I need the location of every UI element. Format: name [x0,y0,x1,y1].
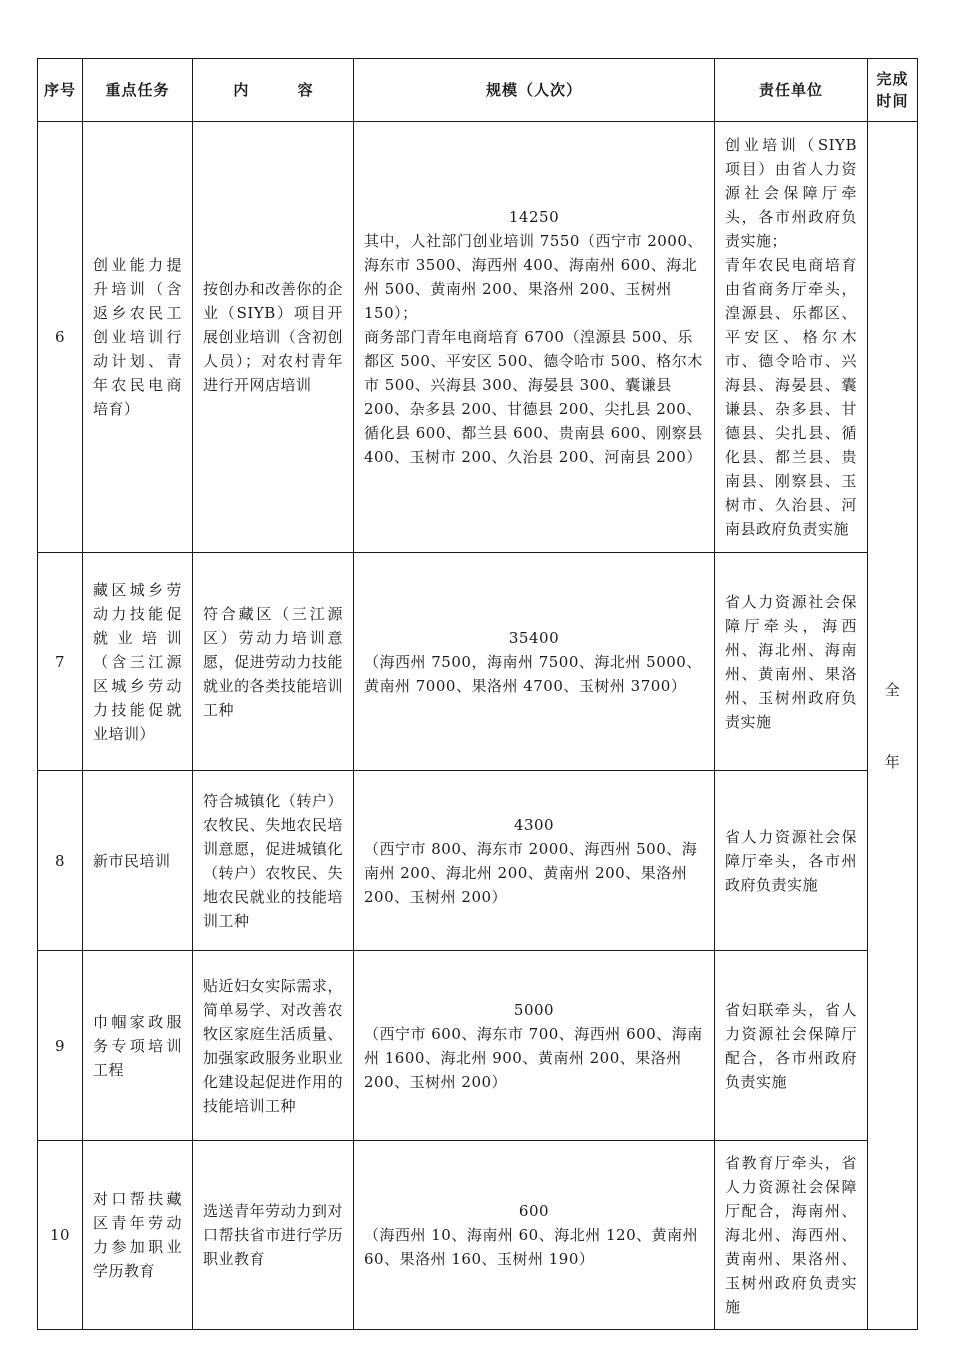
row-content: 按创办和改善你的企业（SIYB）项目开展创业培训（含初创人员）；对农村青年进行开网店培训 [193,122,354,553]
row-task: 创业能力提升培训（含返乡农民工创业培训行动计划、青年农民电商培育） [83,122,193,553]
row-scale [354,951,715,1141]
row-unit [715,122,868,553]
table-row [38,951,918,1141]
row-scale [354,771,715,951]
scale-total: 5000 [513,1000,555,1019]
table-row [38,122,918,553]
row-scale [354,553,715,771]
row-task: 新市民培训 [83,771,193,951]
row-content: 选送青年劳动力到对口帮扶省市进行学历职业教育 [193,1141,354,1330]
scale-total: 14250 [508,208,560,226]
row-content: 符合城镇化（转户）农牧民、失地农民培训意愿，促进城镇化（转户）农牧民、失地农民就业的技能培训工种 [193,771,354,951]
scale-total: 600 [518,1202,550,1220]
task-table [37,58,918,1330]
table-row [38,1141,918,1330]
header-time-line2: 时间 [876,92,909,110]
completion-time-char: 年 [884,752,901,771]
scale-part: （海西州 10、海南州 60、海北州 120、黄南州 60、果洛州 160、玉树州 190） [364,1226,699,1268]
completion-time-cell [868,122,918,1330]
scale-part: 商务部门青年电商培育 6700（湟源县 500、乐都区 500、平安区 500、德令哈市 500、格尔木市 500、兴海县 300、海晏县 300、囊谦县 200、杂多县 200、甘德县 200、尖扎县 200、循化县 600、都兰县 600、贵南县 600、刚察县 400、玉树市 200、久治县 200、河南县 200） [364,328,703,466]
scale-part: （西宁市 800、海东市 2000、海西州 500、海南州 200、海北州 200、黄南州 200、果洛州 200、玉树州 200） [364,839,698,906]
row-seq: 8 [38,771,83,951]
scale-part: （西宁市 600、海东市 700、海西州 600、海南州 1600、海北州 900、黄南州 200、果洛州 200、玉树州 200） [364,1024,703,1091]
scale-part: （海西州 7500，海南州 7500、海北州 5000、黄南州 7000、果洛州 4700、玉树州 3700） [364,652,702,695]
row-seq: 10 [38,1141,83,1330]
row-content: 贴近妇女实际需求，简单易学、对改善农牧区家庭生活质量、加强家政服务业职业化建设起促进作用的技能培训工种 [193,951,354,1141]
row-scale [354,122,715,553]
unit-part: 省人力资源社会保障厅牵头，海西州、海北州、海南州、黄南州、果洛州、玉树州政府负责实施 [725,592,857,731]
unit-part: 创业培训（SIYB 项目）由省人力资源社会保障厅牵头，各市州政府负责实施； [725,136,857,250]
row-unit [715,553,868,771]
scale-part: 其中，人社部门创业培训 7550（西宁市 2000、海东市 3500、海西州 400、海南州 600、海北州 500、黄南州 200、果洛州 200、玉树州 150）； [364,232,703,322]
unit-part: 省教育厅牵头，省人力资源社会保障厅配合，海南州、海北州、海西州、黄南州、果洛州、玉树州政府负责实施 [725,1154,857,1316]
header-seq: 序号 [38,59,83,122]
table-row [38,553,918,771]
row-content: 符合藏区（三江源区）劳动力培训意愿，促进劳动力技能就业的各类技能培训工种 [193,553,354,771]
row-task: 藏区城乡劳动力技能促就业培训（含三江源区城乡劳动力技能促就业培训） [83,553,193,771]
unit-part: 省妇联牵头，省人力资源社会保障厅配合，各市州政府负责实施 [725,1000,857,1091]
header-scale: 规模（人次） [354,59,715,122]
row-seq: 9 [38,951,83,1141]
scale-total: 35400 [508,628,560,647]
unit-part: 省人力资源社会保障厅牵头，各市州政府负责实施 [725,827,857,894]
header-time-line1: 完成 [876,70,909,88]
unit-part: 青年农民电商培育由省商务厅牵头，湟源县、乐都区、平安区、格尔木市、德令哈市、兴海县、海晏县、囊谦县、杂多县、甘德县、尖扎县、循化县、都兰县、贵南县、刚察县、玉树市、久治县、河南县政府负责实施 [725,256,857,538]
header-content-label: 内 容 [233,81,313,99]
row-seq: 7 [38,553,83,771]
row-unit [715,951,868,1141]
header-task: 重点任务 [83,59,193,122]
row-seq: 6 [38,122,83,553]
row-unit [715,1141,868,1330]
row-task: 对口帮扶藏区青年劳动力参加职业学历教育 [83,1141,193,1330]
scale-total: 4300 [513,815,555,834]
table-header-row [38,59,918,122]
row-unit [715,771,868,951]
table-row [38,771,918,951]
header-time [868,59,918,122]
row-scale [354,1141,715,1330]
row-task: 巾帼家政服务专项培训工程 [83,951,193,1141]
header-content [193,59,354,122]
task-table-sheet [37,58,917,1330]
completion-time-char: 全 [884,680,901,699]
header-unit: 责任单位 [715,59,868,122]
